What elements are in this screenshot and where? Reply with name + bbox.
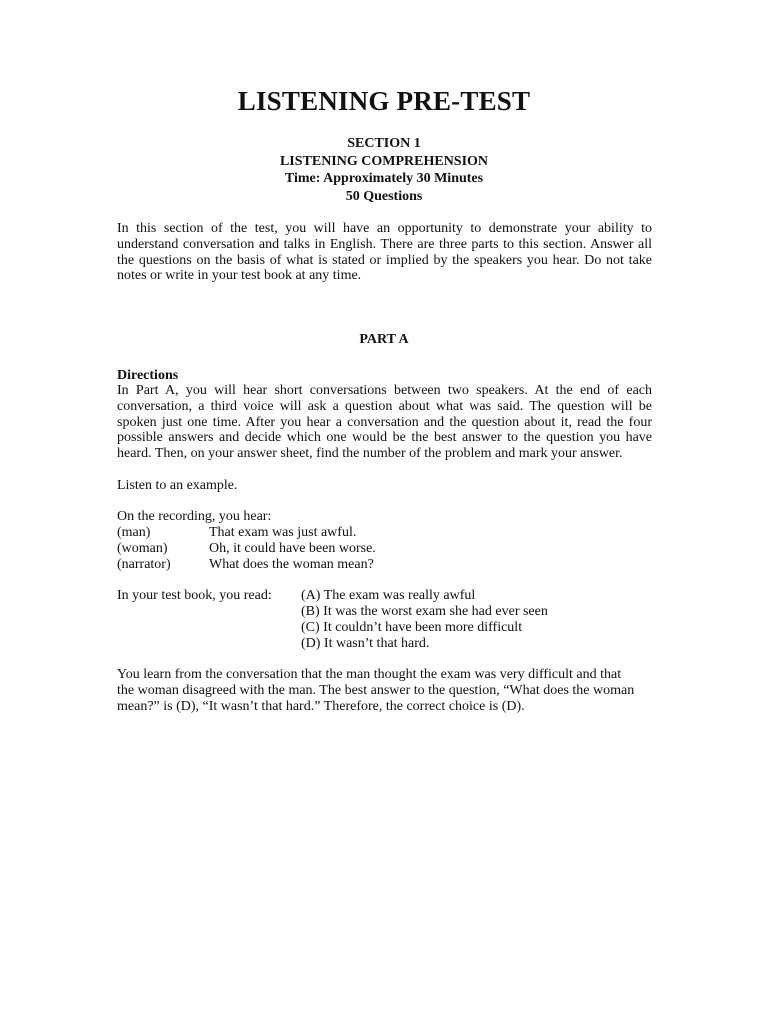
utterance-woman: Oh, it could have been worse.: [209, 541, 376, 556]
section-name: LISTENING COMPREHENSION: [279, 153, 489, 169]
recording-label: On the recording, you hear:: [117, 509, 272, 524]
explanation-line: You learn from the conversation that the man thought the exam was very difficult and that: [117, 667, 622, 682]
utterance-man: That exam was just awful.: [209, 525, 357, 540]
intro-paragraph: In this section of the test, you will have an opportunity to demonstrate your ability to understand conversation and talks in English. There are three parts to this section. Answer all the questions on the basis of what is stated or implied by the speakers you hear. Do not take notes or write in your test book at any time.: [117, 221, 652, 284]
test-book-label: In your test book, you read:: [117, 588, 272, 603]
explanation-paragraph: [117, 667, 657, 715]
directions-heading: Directions: [117, 368, 179, 383]
answer-option-c: (C) It couldn’t have been more difficult: [301, 620, 523, 635]
answer-option-d: (D) It wasn’t that hard.: [301, 636, 430, 651]
example-intro: Listen to an example.: [117, 478, 238, 493]
explanation-line: mean?” is (D), “It wasn’t that hard.” Therefore, the correct choice is (D).: [117, 699, 525, 714]
speaker-woman: (woman): [117, 541, 168, 556]
answer-option-b: (B) It was the worst exam she had ever seen: [301, 604, 548, 619]
part-a-title: PART A: [359, 332, 409, 347]
explanation-line: the woman disagreed with the man. The best answer to the question, “What does the woman: [117, 683, 635, 698]
speaker-man: (man): [117, 525, 151, 540]
directions-paragraph: In Part A, you will hear short conversations between two speakers. At the end of each conversation, a third voice will ask a question about what was said. The question will be spoken just one time. After you hear a conversation and the question about it, read the four possible answers and decide which one would be the best answer to the question you have heard. Then, on your answer sheet, find the number of the problem and mark your answer.: [117, 383, 652, 462]
section-time: Time: Approximately 30 Minutes: [284, 171, 484, 186]
section-heading: [0, 135, 768, 205]
answer-option-a: (A) The exam was really awful: [301, 588, 476, 603]
utterance-narrator: What does the woman mean?: [209, 557, 374, 572]
section-number: SECTION 1: [347, 136, 421, 151]
page-title: LISTENING PRE-TEST: [237, 86, 531, 116]
section-questions: 50 Questions: [345, 188, 423, 204]
speaker-narrator: (narrator): [117, 557, 171, 572]
